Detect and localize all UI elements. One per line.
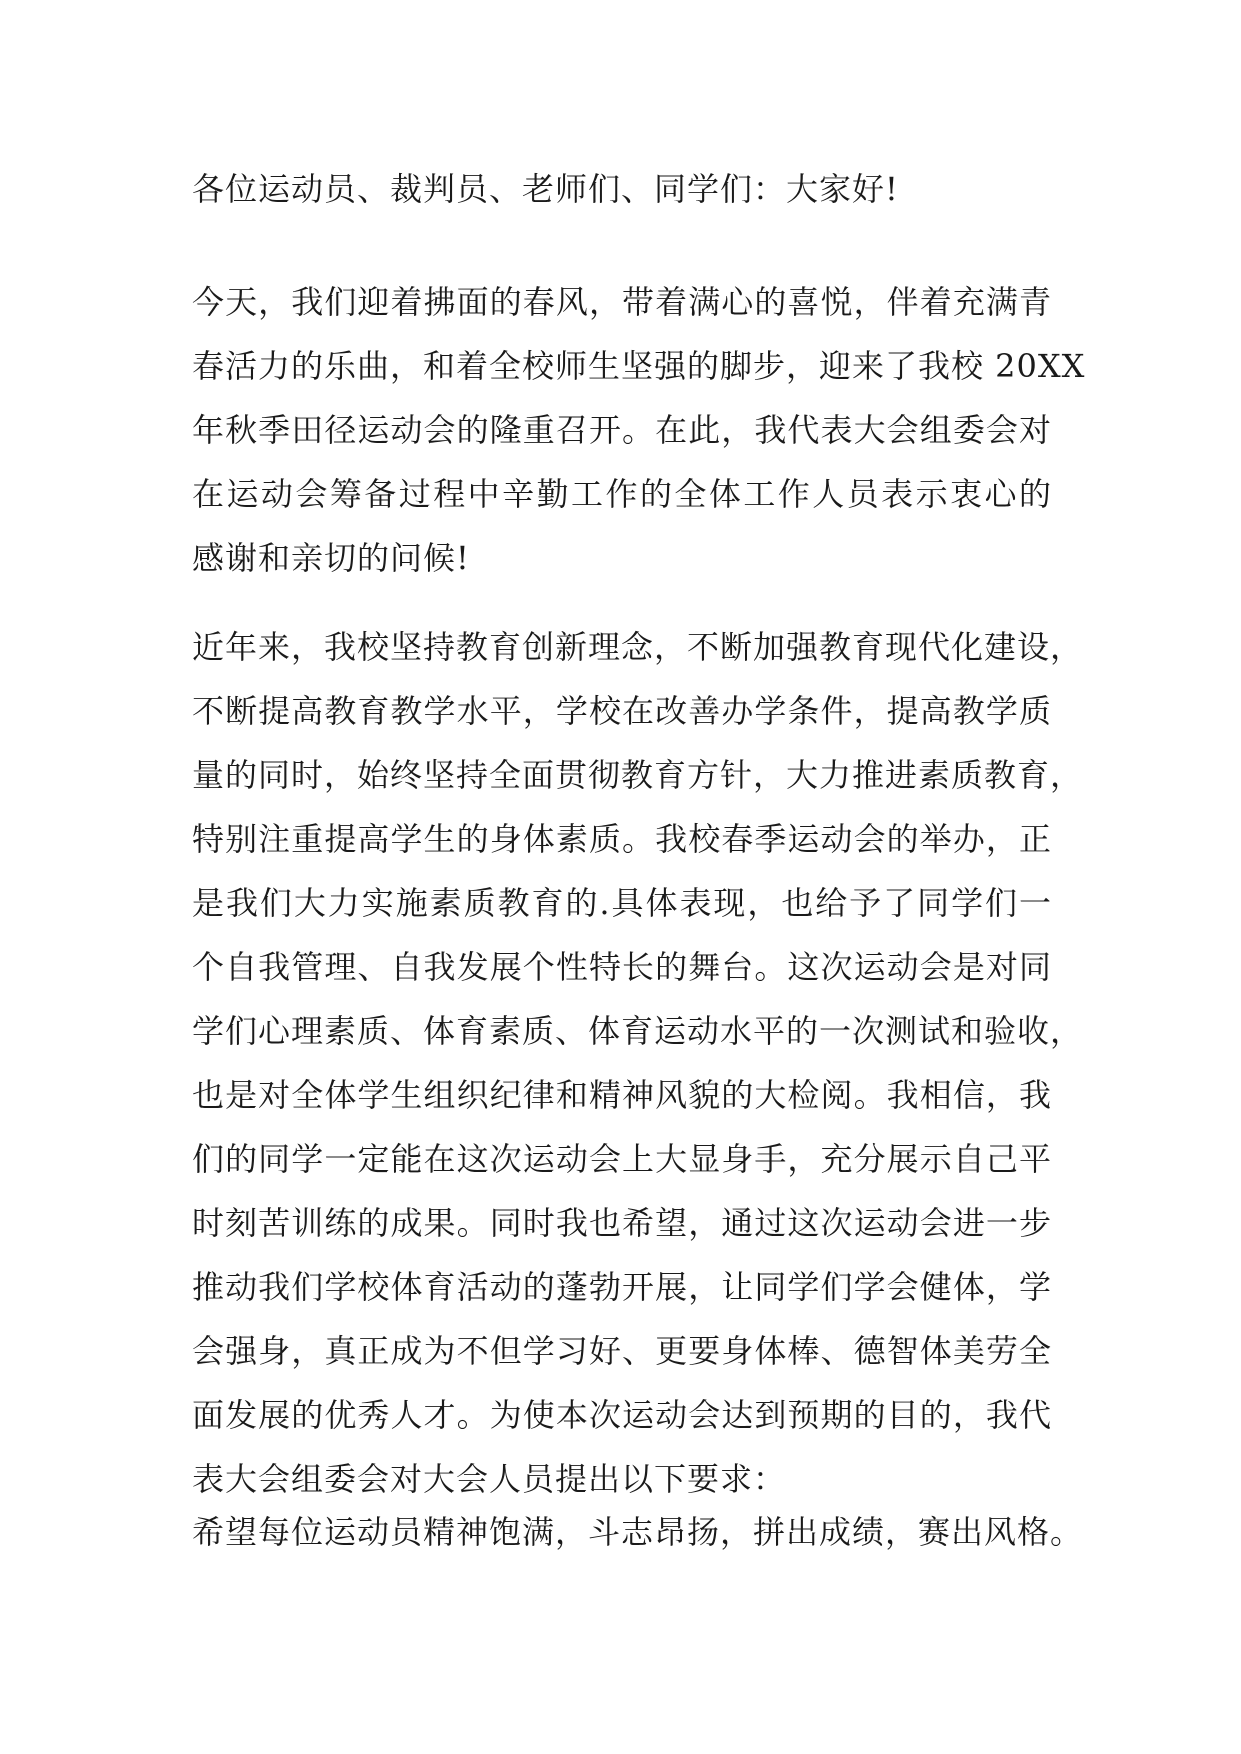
paragraph-line: 近年来，我校坚持教育创新理念，不断加强教育现代化建设， [192,628,1084,666]
paragraph-line: 不断提高教育教学水平，学校在改善办学条件，提高教学质 [192,692,1052,730]
paragraph-line: 在运动会筹备过程中辛勤工作的全体工作人员表示衷心的 [192,475,1052,513]
paragraph-line: 希望每位运动员精神饱满，斗志昂扬，拼出成绩，赛出风格。 [192,1513,1084,1551]
paragraph-line: 是我们大力实施素质教育的.具体表现，也给予了同学们一 [192,884,1052,922]
paragraph-line: 表大会组委会对大会人员提出以下要求： [192,1460,787,1498]
paragraph-line: 春活力的乐曲，和着全校师生坚强的脚步，迎来了我校 20XX [192,347,1086,385]
intro-paragraph [192,270,1086,590]
body-paragraph [192,615,1084,1511]
paragraph-line: 今天，我们迎着拂面的春风，带着满心的喜悦，伴着充满青 [192,283,1052,321]
paragraph-line: 学们心理素质、体育素质、体育运动水平的一次测试和验收， [192,1012,1084,1050]
paragraph-line: 面发展的优秀人才。为使本次运动会达到预期的目的，我代 [192,1396,1052,1434]
paragraph-line: 们的同学一定能在这次运动会上大显身手，充分展示自己平 [192,1140,1052,1178]
paragraph-line: 也是对全体学生组织纪律和精神风貌的大检阅。我相信，我 [192,1076,1052,1114]
paragraph-line: 感谢和亲切的问候! [192,539,470,577]
paragraph-line: 量的同时，始终坚持全面贯彻教育方针，大力推进素质教育， [192,756,1084,794]
paragraph-line: 时刻苦训练的成果。同时我也希望，通过这次运动会进一步 [192,1204,1052,1242]
closing-paragraph [192,1500,1084,1564]
paragraph-line: 会强身，真正成为不但学习好、更要身体棒、德智体美劳全 [192,1332,1052,1370]
paragraph-line: 特别注重提高学生的身体素质。我校春季运动会的举办，正 [192,820,1052,858]
paragraph-line: 个自我管理、自我发展个性特长的舞台。这次运动会是对同 [192,948,1052,986]
paragraph-line: 年秋季田径运动会的隆重召开。在此，我代表大会组委会对 [192,411,1052,449]
paragraph-line: 各位运动员、裁判员、老师们、同学们：大家好! [192,170,899,208]
paragraph-line: 推动我们学校体育活动的蓬勃开展，让同学们学会健体，学 [192,1268,1052,1306]
greeting-paragraph [192,157,1052,221]
